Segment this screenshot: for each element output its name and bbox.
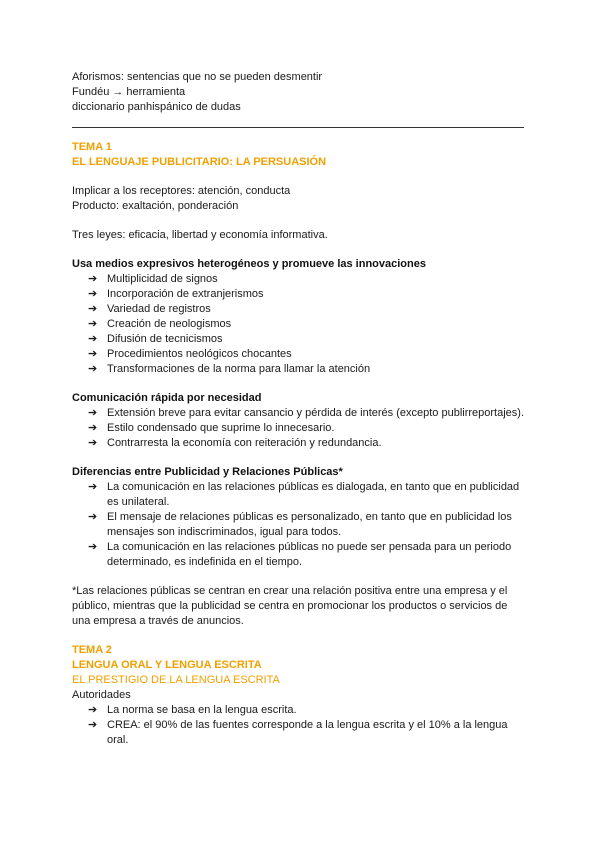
list-item: ➔ La comunicación en las relaciones públicas es dialogada, en tanto que en publicidad es unilateral.	[88, 481, 520, 508]
list-item: ➔ CREA: el 90% de las fuentes corresponde a la lengua escrita y el 10% a la lengua oral.	[88, 719, 508, 746]
note-fundeu: Fundéu → herramienta	[72, 86, 186, 98]
arrow-bullet-icon: ➔	[88, 363, 98, 375]
section3-heading: Diferencias entre Publicidad y Relaciones Públicas*	[72, 466, 343, 478]
horizontal-divider	[72, 127, 524, 128]
document-page	[72, 70, 528, 748]
arrow-bullet-icon: ➔	[88, 288, 98, 300]
list-item: ➔ El mensaje de relaciones públicas es personalizado, en tanto que en publicidad los mensajes son indiscriminados, igual para todos.	[88, 511, 512, 538]
list-item: ➔ La comunicación en las relaciones públicas no puede ser pensada para un periodo determinado, es indefinida en el tiempo.	[88, 541, 512, 568]
tema1-intro-1: Implicar a los receptores: atención, conducta	[72, 185, 291, 197]
tema1-title: EL LENGUAJE PUBLICITARIO: LA PERSUASIÓN	[72, 156, 327, 168]
section3-list	[72, 480, 528, 570]
list-item: ➔ Procedimientos neológicos chocantes	[88, 348, 292, 360]
tema1-label: TEMA 1	[72, 141, 112, 153]
note-aforismos: Aforismos: sentencias que no se pueden desmentir	[72, 71, 323, 83]
list-item: ➔ Difusión de tecnicismos	[88, 333, 223, 345]
tema1-intro-2: Producto: exaltación, ponderación	[72, 200, 239, 212]
tema2-title: LENGUA ORAL Y LENGUA ESCRITA	[72, 659, 262, 671]
list-item: ➔ Creación de neologismos	[88, 318, 232, 330]
arrow-bullet-icon: ➔	[88, 303, 98, 315]
list-item: ➔ Contrarresta la economía con reiteración y redundancia.	[88, 437, 382, 449]
arrow-bullet-icon: ➔	[88, 348, 98, 360]
arrow-bullet-icon: ➔	[88, 422, 98, 434]
section2-heading: Comunicación rápida por necesidad	[72, 392, 262, 404]
list-item: ➔ Variedad de registros	[88, 303, 211, 315]
list-item: ➔ Multiplicidad de signos	[88, 273, 218, 285]
arrow-bullet-icon: ➔	[88, 437, 98, 449]
tema2-list	[72, 703, 528, 748]
tema1-laws: Tres leyes: eficacia, libertad y economía informativa.	[72, 229, 328, 241]
list-item: ➔ Incorporación de extranjerismos	[88, 288, 264, 300]
tema2-subtitle: EL PRESTIGIO DE LA LENGUA ESCRITA	[72, 674, 280, 686]
section1-heading: Usa medios expresivos heterogéneos y promueve las innovaciones	[72, 258, 426, 270]
list-item: ➔ Estilo condensado que suprime lo innecesario.	[88, 422, 335, 434]
arrow-bullet-icon: ➔	[88, 407, 98, 419]
arrow-bullet-icon: ➔	[88, 318, 98, 330]
arrow-bullet-icon: ➔	[88, 541, 98, 553]
tema2-section-label: Autoridades	[72, 689, 131, 701]
section2-list	[72, 406, 528, 451]
arrow-bullet-icon: ➔	[88, 481, 98, 493]
arrow-bullet-icon: ➔	[88, 273, 98, 285]
list-item: ➔ La norma se basa en la lengua escrita.	[88, 704, 297, 716]
list-item: ➔ Extensión breve para evitar cansancio y pérdida de interés (excepto publirreportajes).	[88, 407, 525, 419]
arrow-bullet-icon: ➔	[88, 333, 98, 345]
note-diccionario: diccionario panhispánico de dudas	[72, 101, 241, 113]
section1-list	[72, 272, 528, 377]
list-item: ➔ Transformaciones de la norma para llamar la atención	[88, 363, 371, 375]
arrow-bullet-icon: ➔	[88, 511, 98, 523]
arrow-bullet-icon: ➔	[88, 719, 98, 731]
footnote: *Las relaciones públicas se centran en crear una relación positiva entre una empresa y el público, mientras que la publicidad se centra en promocionar los productos o servicios de una empresa a través de anuncios.	[72, 585, 508, 627]
tema2-label: TEMA 2	[72, 644, 112, 656]
arrow-bullet-icon: ➔	[88, 704, 98, 716]
